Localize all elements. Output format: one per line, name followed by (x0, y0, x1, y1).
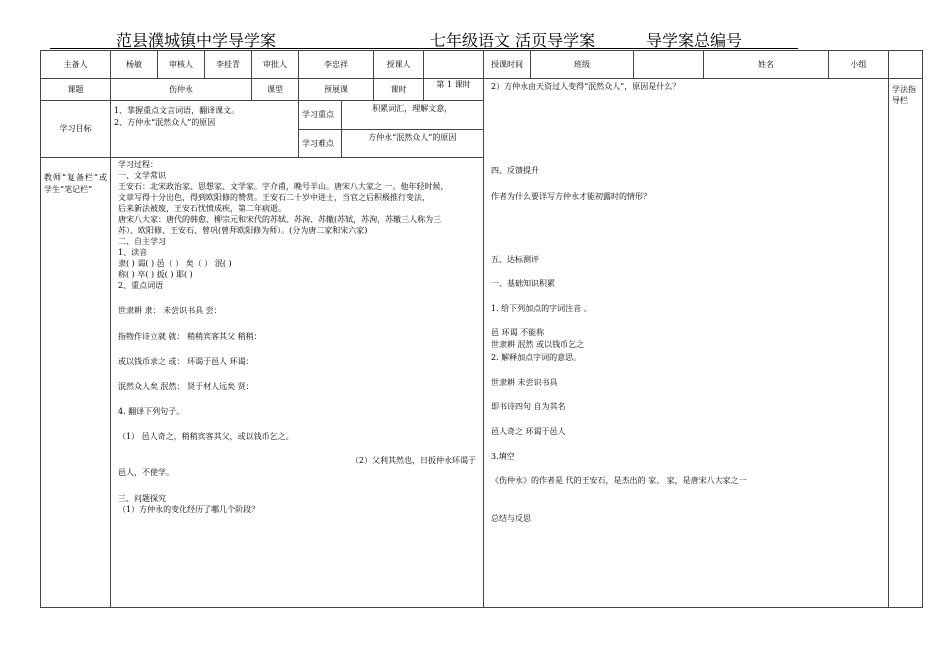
notes-column (41, 158, 111, 608)
key-text: 积累词汇，理解文意， (341, 101, 483, 129)
fill-question: 《伤仲永》的作者是 代的王安石，是杰出的 家、 家，是唐宋八大家之一 (491, 476, 747, 485)
method-guide-column (889, 79, 923, 608)
teacher-label: 授课人 (374, 51, 424, 79)
page-header (50, 26, 798, 49)
author-line-3: 后来新法被废，王安石忧愤成疾，第二年病逝。 (118, 204, 286, 213)
explain-items-1: 世隶耕 未尝识书具 (491, 378, 558, 387)
inquiry-question-1: （1）方仲永的变化经历了哪几个阶段？ (118, 505, 260, 514)
translate-sentence-2-cont: 邑人，不使学。 (118, 468, 174, 477)
right-content (484, 79, 889, 608)
explain-items-3: 邑人奇之 环谒于邑人 (491, 427, 566, 436)
translate-heading: 4. 翻译下列句子。 (118, 407, 185, 416)
feedback-heading: 四、反馈提升 (491, 166, 539, 175)
assessment-heading: 五、达标测评 (491, 255, 539, 264)
process-title: 学习过程： (118, 160, 158, 169)
key-words-2: 指物作诗立就 就： 稍稍宾客其父 稍稍： (118, 332, 262, 341)
pronunciation-items-2: 称( ) 卒( ) 扳( ) 耶( ) (118, 270, 193, 279)
right-question-1: 2）方仲永由天资过人变得“泯然众人”，原因是什么？ (491, 82, 681, 91)
author-line-2: 文章写得十分出色，得到欧阳修的赞赏。王安石二十岁中进士，当官之后积极推行变法， (118, 193, 430, 202)
key-words-1: 世隶耕 隶： 未尝识书具 尝： (118, 306, 222, 315)
group-label: 小组 (829, 51, 889, 79)
time-label: 授课时间 (484, 51, 531, 79)
feedback-question: 作者为什么要详写方仲永才能初露时的情形？ (491, 192, 651, 201)
plan-number-label: 导学案总编号 (646, 31, 743, 50)
key-words-3: 或以钱币求之 或： 环谒于邑人 环谒： (118, 357, 254, 366)
teacher-name (424, 51, 484, 79)
reviewer-label: 审核人 (158, 51, 205, 79)
preparer-name: 杨敏 (111, 51, 158, 79)
translate-sentence-2: （2）父利其然也，日扳仲永环谒于 (350, 456, 476, 465)
masters-line-1: 唐宋八大家：唐代的韩愈、柳宗元和宋代的苏轼、苏洵、苏辙(苏轼，苏洵，苏辙三人称为三 (118, 215, 442, 224)
approver-name: 李忠祥 (299, 51, 374, 79)
topic-value: 伤仲永 (111, 79, 252, 101)
explain-task: 2. 解释加点字词的意思。 (491, 353, 582, 362)
difficulty-label: 学习难点 (299, 129, 341, 157)
goal-text: 1、掌握重点文言词语，翻译课文。 2、方仲永“泯然众人”的原因 (111, 101, 299, 158)
pronunciation-items-1: 隶( ) 谒( ) 邑（ ） 矣（ ） 泯( ) (118, 259, 232, 268)
translate-sentence-1: （1） 邑人奇之，稍稍宾客其父，或以钱币乞之。 (118, 432, 294, 441)
name-label: 姓名 (704, 51, 829, 79)
key-words-4: 泯然众人矣 泯然： 贤于材人远矣 贤： (118, 382, 254, 391)
masters-line-2: 苏）、欧阳修、王安石、曾巩(曾拜欧阳修为师）。(分为唐二家和宋六家) (118, 226, 368, 235)
type-value: 预展课 (299, 79, 374, 101)
preparer-label: 主备人 (41, 51, 111, 79)
school-title: 范县濮城镇中学导学案 (116, 31, 277, 50)
approver-label: 审批人 (252, 51, 299, 79)
type-label: 课型 (252, 79, 299, 101)
process-content (111, 158, 484, 608)
reviewer-name: 李桂青 (205, 51, 252, 79)
summary-heading: 总结与反思 (491, 514, 531, 523)
self-study-heading: 二、自主学习 (118, 237, 166, 246)
pronunciation-heading: 1、读音 (118, 248, 148, 257)
lesson-plan-table (40, 50, 923, 608)
literature-heading: 一、文学常识 (118, 171, 166, 180)
group-value (889, 51, 923, 79)
class-value (634, 51, 704, 79)
fill-heading: 3.填空 (491, 452, 515, 461)
inquiry-heading: 三、问题探究 (118, 494, 166, 503)
method-guide-label: 学法指导栏 (892, 85, 916, 105)
topic-label: 课题 (41, 79, 111, 101)
key-words-heading: 2、重点词语 (118, 281, 164, 290)
difficulty-text: 方仲永“泯然众人”的原因 (368, 132, 457, 142)
explain-items-2: 即书诗四句 自为其名 (491, 402, 566, 411)
phonetic-items-2: 世隶耕 泯然 或以钱币乞之 (491, 340, 585, 349)
class-label: 班级 (531, 51, 634, 79)
phonetic-task: 1. 给下列加点的字词注音 。 (491, 304, 592, 313)
phonetic-items-1: 邑 环谒 不能称 (491, 328, 545, 337)
basics-heading: 一、基础知识积累 (491, 279, 555, 288)
key-label: 学习重点 (299, 101, 341, 129)
period-value: 第 1 课时 (424, 79, 484, 101)
notes-label: 教师“复备栏”或学生“笔记栏” (44, 173, 107, 194)
goal-label: 学习目标 (41, 101, 111, 158)
subject-title: 七年级语文 活页导学案 (430, 31, 596, 50)
author-line-1: 王安石：北宋政治家、思想家、文学家。字介甫，晚号半山。唐宋八大家之 一。他年轻时候， (118, 182, 449, 191)
period-label: 课时 (374, 79, 424, 101)
